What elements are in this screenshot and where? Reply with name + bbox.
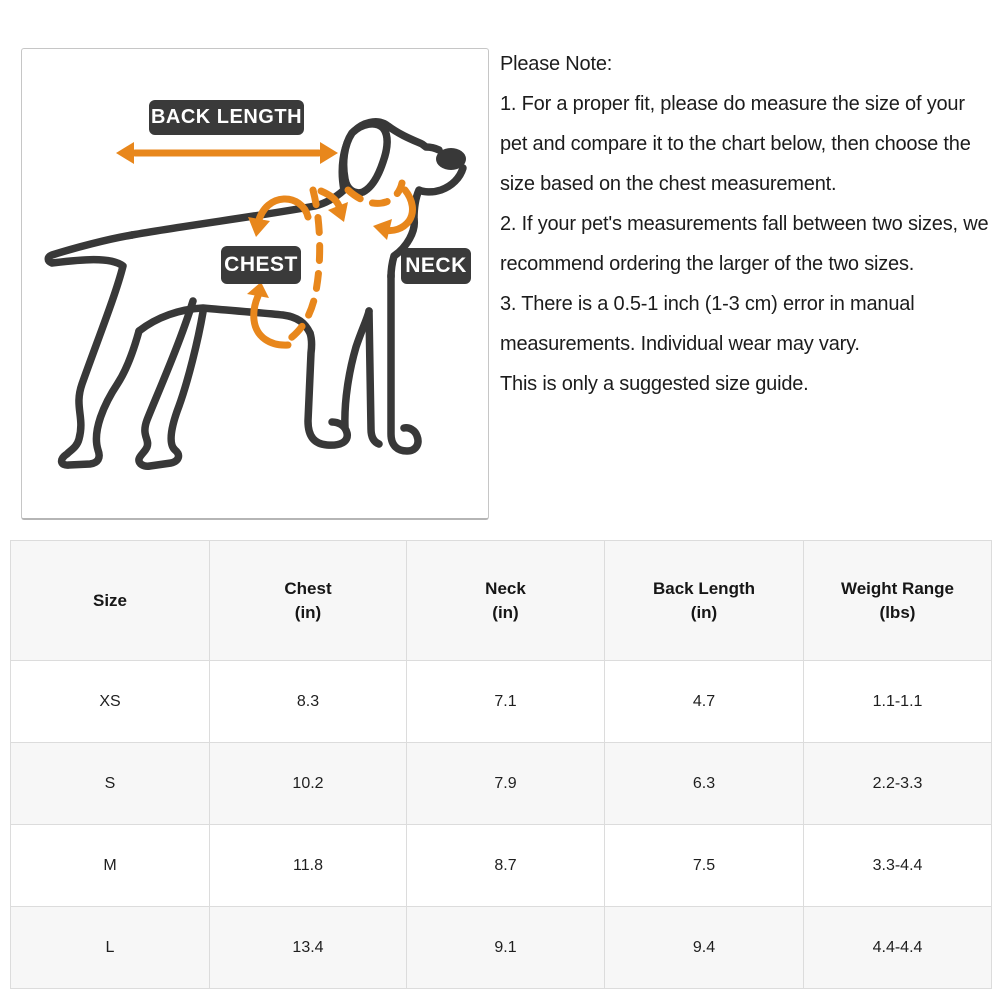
table-row-l	[11, 907, 992, 989]
cell-back-length: 6.3	[605, 743, 804, 825]
cell-chest: 11.8	[210, 825, 407, 907]
cell-neck: 7.1	[407, 661, 605, 743]
back-length-label-text: BACK LENGTH	[150, 106, 303, 128]
note-item: 2. If your pet's measurements fall between two sizes, we recommend ordering the larger of the two sizes.	[500, 213, 989, 275]
column-header-back-length: Back Length (in)	[605, 541, 804, 661]
column-header-chest: Chest (in)	[210, 541, 407, 661]
measurement-diagram	[21, 48, 489, 520]
cell-size: M	[11, 825, 210, 907]
column-header-weight-range: Weight Range (lbs)	[804, 541, 992, 661]
cell-size: L	[11, 907, 210, 989]
cell-neck: 8.7	[407, 825, 605, 907]
neck-label	[401, 248, 471, 284]
note-item: This is only a suggested size guide.	[500, 373, 809, 395]
cell-weight: 3.3-4.4	[804, 825, 992, 907]
note-item: 1. For a proper fit, please do measure the size of your pet and compare it to the chart below, then choose the size based on the chest measurement.	[500, 93, 971, 195]
notes-section	[500, 44, 994, 404]
neck-label-text: NECK	[405, 254, 467, 277]
table-row-s	[11, 743, 992, 825]
size-table	[10, 540, 992, 989]
column-header-neck: Neck (in)	[407, 541, 605, 661]
cell-back-length: 7.5	[605, 825, 804, 907]
cell-back-length: 4.7	[605, 661, 804, 743]
notes-title: Please Note:	[500, 53, 613, 75]
cell-size: S	[11, 743, 210, 825]
cell-size: XS	[11, 661, 210, 743]
cell-back-length: 9.4	[605, 907, 804, 989]
cell-chest: 13.4	[210, 907, 407, 989]
chest-label-text: CHEST	[224, 253, 298, 276]
cell-weight: 1.1-1.1	[804, 661, 992, 743]
back-length-label	[149, 100, 304, 135]
dog-nose	[436, 148, 466, 170]
cell-neck: 9.1	[407, 907, 605, 989]
column-header-size: Size	[11, 541, 210, 661]
table-header-row	[11, 541, 992, 661]
cell-chest: 10.2	[210, 743, 407, 825]
table-row-xs	[11, 661, 992, 743]
cell-neck: 7.9	[407, 743, 605, 825]
cell-weight: 4.4-4.4	[804, 907, 992, 989]
note-item: 3. There is a 0.5-1 inch (1-3 cm) error in manual measurements. Individual wear may vary.	[500, 293, 915, 355]
dog-ear	[344, 124, 387, 193]
back-length-arrow	[116, 142, 338, 164]
cell-chest: 8.3	[210, 661, 407, 743]
chest-label	[221, 246, 301, 284]
cell-weight: 2.2-3.3	[804, 743, 992, 825]
table-row-m	[11, 825, 992, 907]
